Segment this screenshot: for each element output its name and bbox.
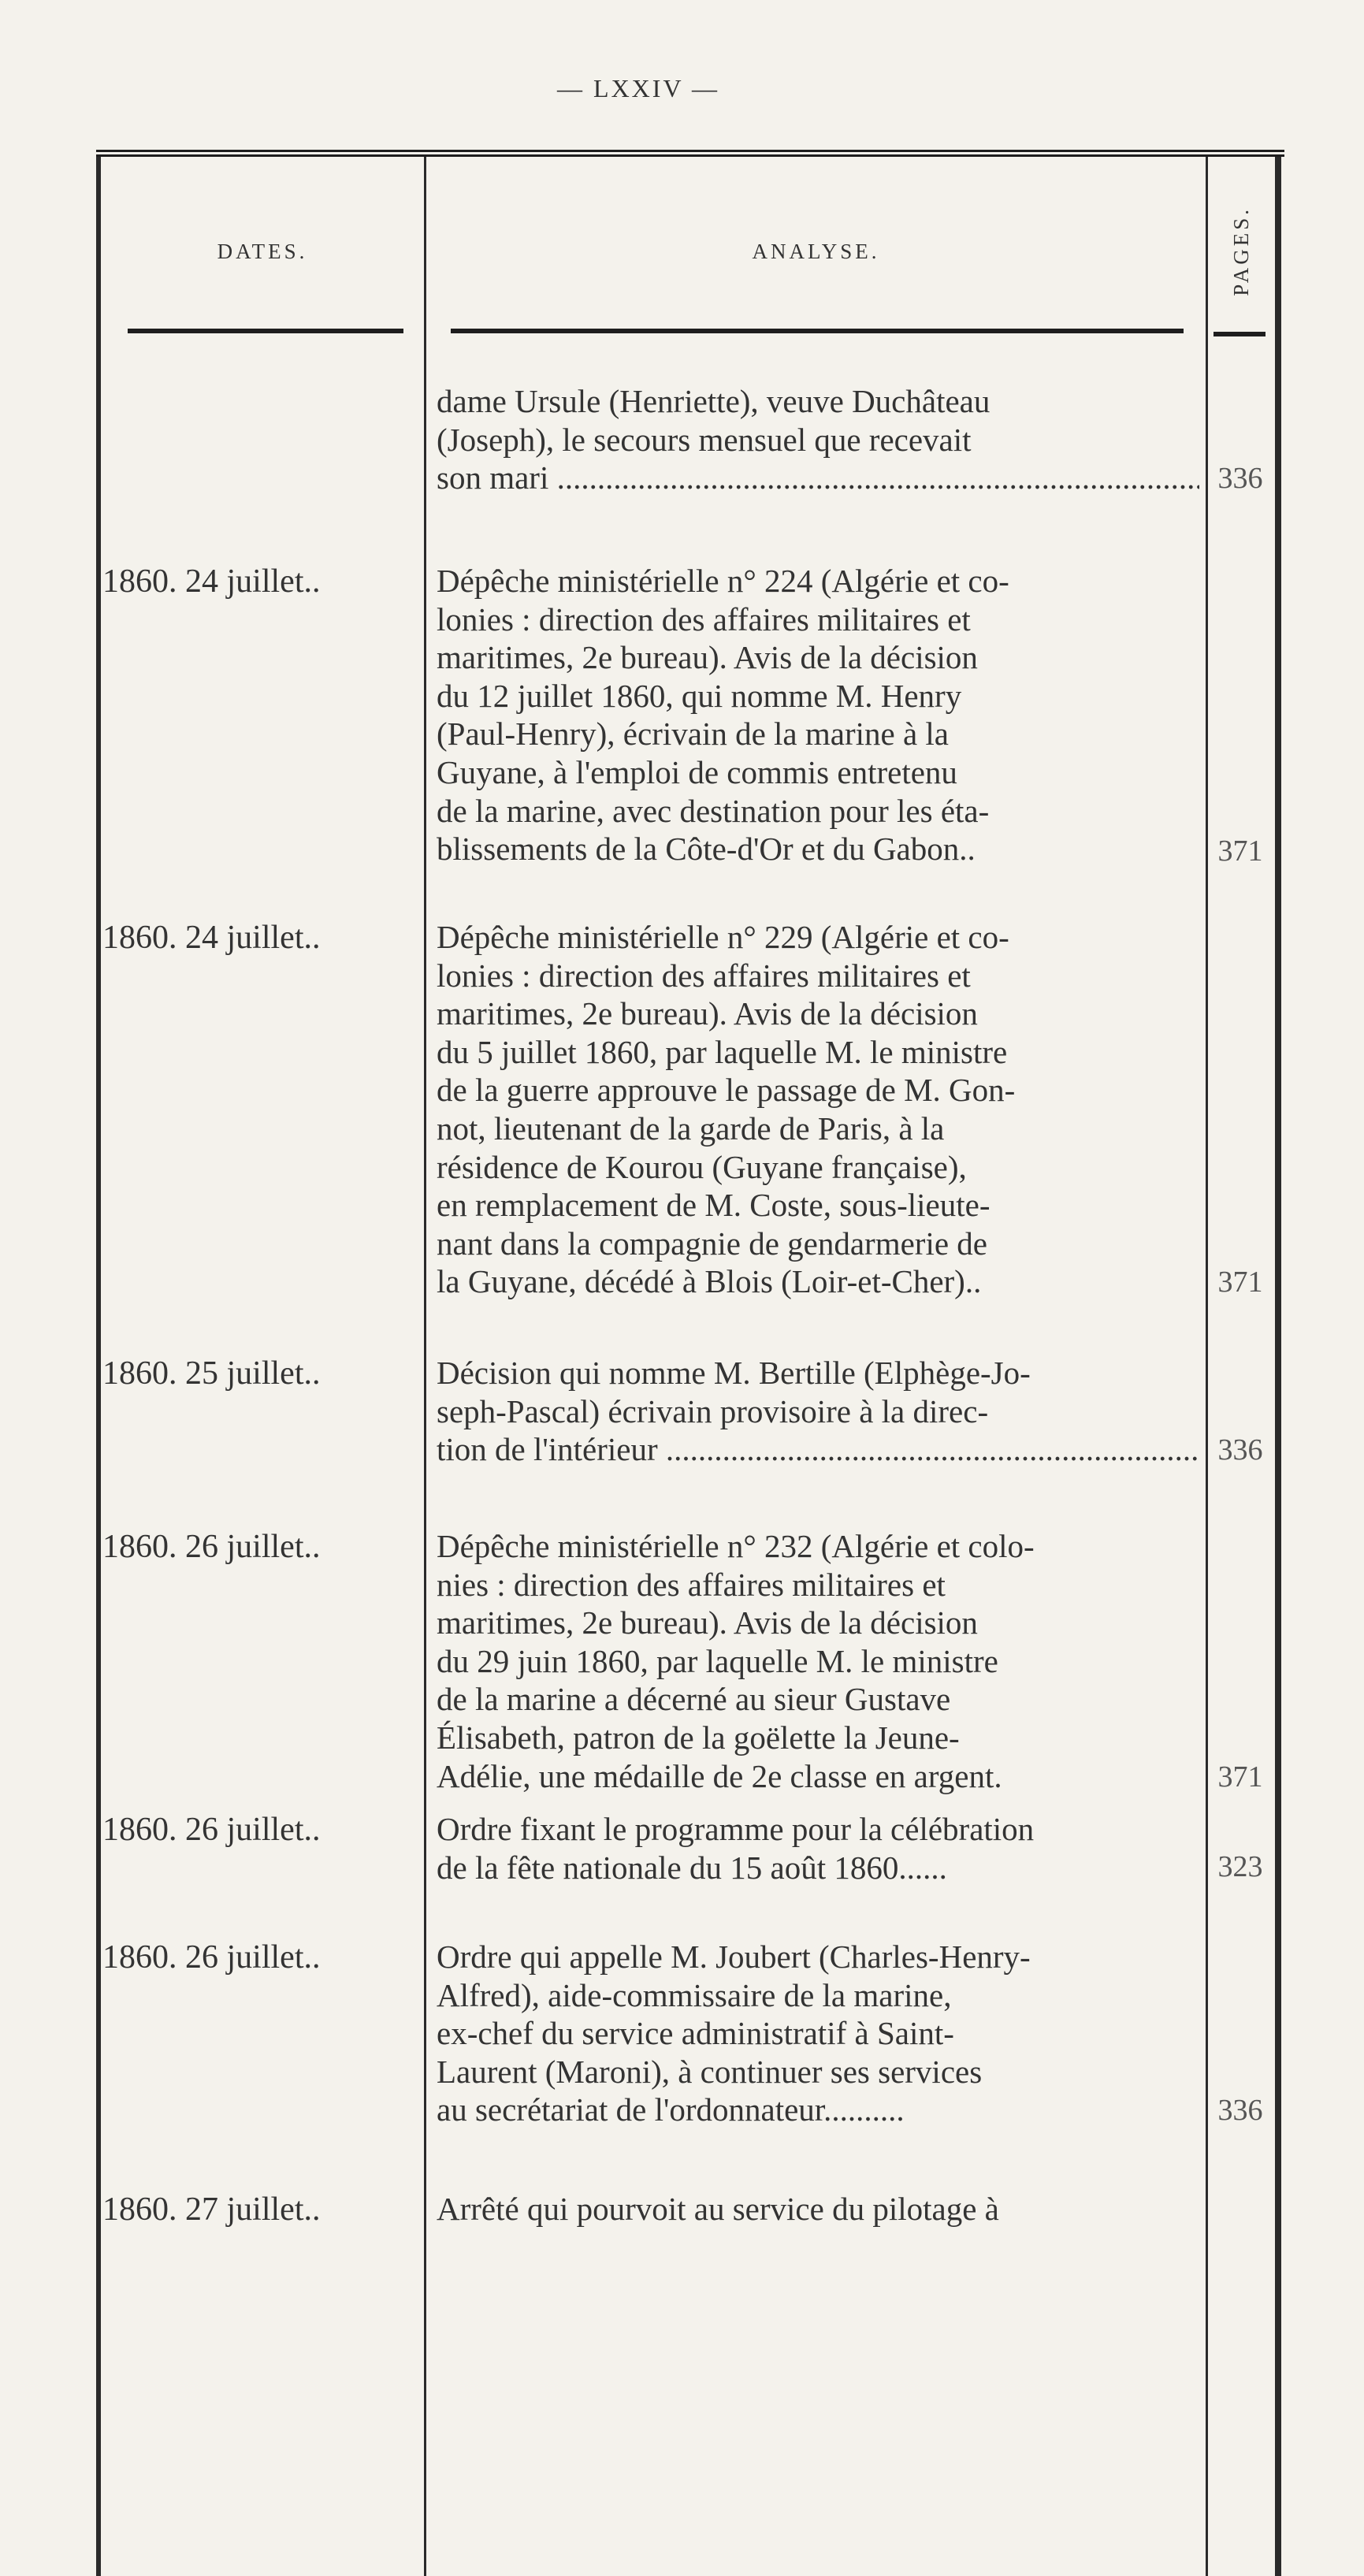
table-border-left (96, 157, 101, 2576)
entry-page: 371 (1217, 835, 1263, 868)
entry-analysis: Dépêche ministérielle n° 224 (Algérie et co- lonies : direction des affaires militaires et maritimes, 2e bureau). Avis de la décision du 12 juillet 1860, qui nomme M. Henry (Paul-Henry), écrivain de la marine à la Guyane, à l'emploi de commis entretenu de la marine, avec destination pour les éta- blissements de la Côte-d'Or et du Gabon.. (437, 563, 1009, 868)
entry-date: 1860. 25 juillet.. (102, 1355, 321, 1392)
entry-page: 371 (1217, 1760, 1263, 1794)
header-rule-dates (128, 329, 403, 333)
header-rule-analyse (451, 329, 1184, 333)
entry-date: 1860. 24 juillet.. (102, 920, 321, 956)
entry-date: 1860. 24 juillet.. (102, 563, 321, 600)
table-border-right (1275, 157, 1281, 2576)
entry-date: 1860. 27 juillet.. (102, 2191, 321, 2228)
header-dates: DATES. (217, 239, 308, 263)
entry-analysis: Dépêche ministérielle n° 229 (Algérie et co- lonies : direction des affaires militaires et maritimes, 2e bureau). Avis de la décision du 5 juillet 1860, par laquelle M. le ministre de la guerre approuve le passage de M. Gon- not, lieutenant de la garde de Paris, à la résidence de Kourou (Guyane française), en remplacement de M. Coste, sous-lieute- nant dans la compagnie de gendarmerie de la Guyane, décédé à Blois (Loir-et-Cher).. (437, 919, 1016, 1300)
entry-page: 336 (1217, 462, 1263, 495)
entry-date: 1860. 26 juillet.. (102, 1529, 321, 1565)
entry-page: 336 (1217, 1433, 1263, 1466)
entry-page: 336 (1217, 2094, 1263, 2127)
header-rule-pages (1213, 332, 1266, 336)
page-number: — LXXIV — (557, 74, 719, 102)
header-analyse: ANALYSE. (752, 239, 880, 263)
index-table (96, 150, 1284, 2576)
entry-analysis: dame Ursule (Henriette), veuve Duchâteau (Joseph), le secours mensuel que recevait son mari ..... (437, 382, 1199, 497)
header-pages: PAGES. (1229, 206, 1253, 296)
entry-page: 323 (1217, 1850, 1263, 1883)
entry-analysis: Dépêche ministérielle n° 232 (Algérie et colo- nies : direction des affaires militaires et maritimes, 2e bureau). Avis de la décision du 29 juin 1860, par laquelle M. le ministre de la marine a décerné au sieur Gustave Élisabeth, patron de la goëlette la Jeune- Adélie, une médaille de 2e classe en argent. (437, 1528, 1035, 1794)
column-divider-dates (424, 157, 426, 2576)
entry-analysis: Décision qui nomme M. Bertille (Elphège-Jo- seph-Pascal) écrivain provisoire à la direc- tion de l'intérieur ..... (437, 1354, 1199, 1469)
entry-date: 1860. 26 juillet.. (102, 1939, 321, 1976)
entry-analysis: Ordre qui appelle M. Joubert (Charles-Henry- Alfred), aide-commissaire de la marine, ex-chef du service administratif à Saint- Laurent (Maroni), à continuer ses services au secrétariat de l'ordonnateur.......... (437, 1939, 1031, 2128)
entry-analysis: Arrêté qui pourvoit au service du pilotage à (437, 2191, 999, 2227)
entry-page: 371 (1217, 1266, 1263, 1299)
entry-analysis: Ordre fixant le programme pour la célébration de la fête nationale du 15 août 1860...... (437, 1811, 1035, 1886)
column-divider-pages (1206, 157, 1208, 2576)
entry-date: 1860. 26 juillet.. (102, 1812, 321, 1848)
